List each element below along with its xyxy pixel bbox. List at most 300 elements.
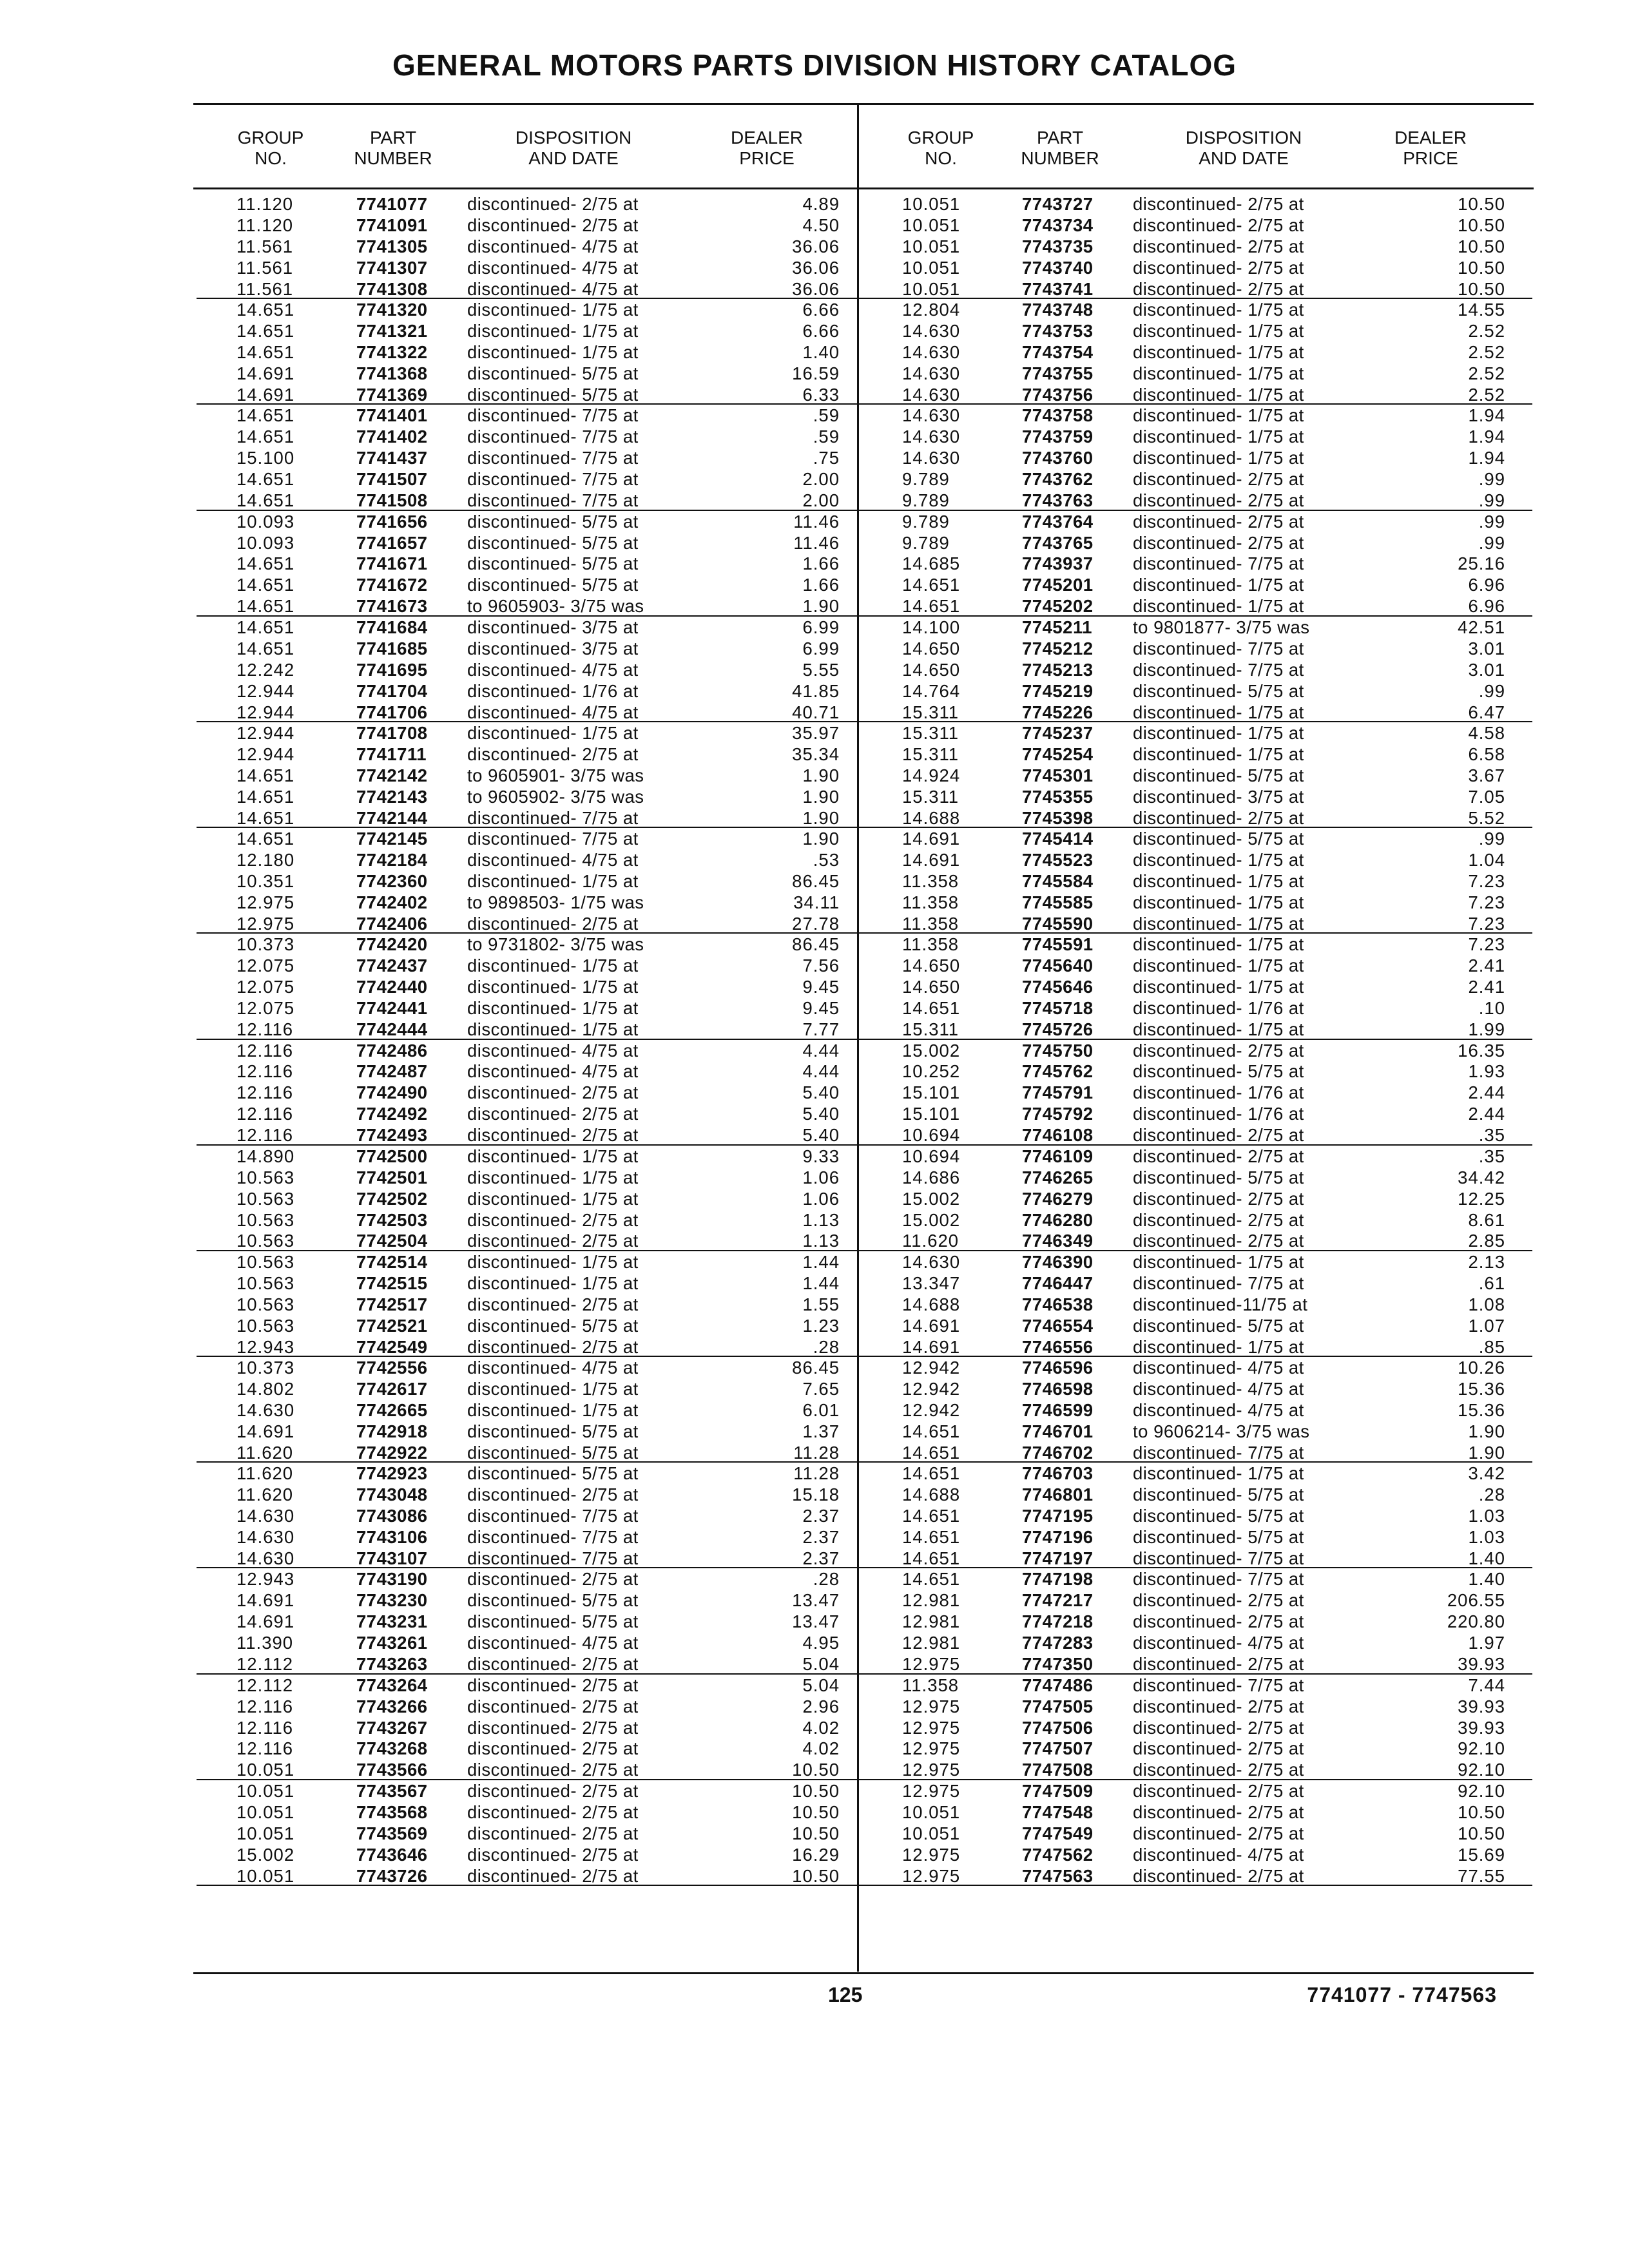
group-number: 10.563 [236,1273,295,1293]
table-row [862,1505,1532,1526]
part-number: 7745646 [1022,977,1094,997]
part-number: 7743764 [1022,511,1094,532]
disposition: discontinued- 2/75 at [467,1569,639,1590]
disposition: discontinued- 2/75 at [467,1844,639,1865]
group-number: 14.651 [902,998,961,1019]
dealer-price: 10.50 [1458,278,1505,299]
dealer-price: 6.01 [802,1399,840,1420]
table-row [197,1738,867,1759]
group-number: 12.943 [236,1336,295,1357]
disposition: discontinued- 1/75 at [467,722,639,743]
disposition: discontinued- 2/75 at [1133,1146,1304,1166]
table-row [197,405,867,426]
group-number: 12.975 [902,1738,961,1759]
table-row [197,1568,867,1590]
disposition: discontinued- 4/75 at [467,1061,639,1082]
table-row [197,215,867,236]
disposition: discontinued- 2/75 at [467,744,639,764]
dealer-price: 1.44 [802,1273,840,1293]
disposition: discontinued- 5/75 at [1133,1061,1304,1082]
part-number: 7743727 [1022,194,1094,214]
part-number: 7745398 [1022,807,1094,828]
disposition: discontinued- 5/75 at [467,553,639,574]
table-row [197,1019,867,1039]
table-row [862,1294,1532,1315]
group-number: 11.120 [236,215,294,235]
disposition: discontinued- 2/75 at [467,1485,639,1505]
table-row [862,363,1532,384]
group-number: 11.561 [236,236,294,256]
part-number: 7743266 [356,1696,428,1716]
header-group-right: GROUP NO. [907,128,974,168]
dealer-price: 5.04 [802,1675,840,1695]
part-number: 7747218 [1022,1611,1094,1632]
disposition: discontinued- 2/75 at [467,1209,639,1230]
table-row [197,1844,867,1865]
group-number: 11.620 [902,1231,959,1251]
dealer-price: 1.90 [802,765,840,785]
disposition: discontinued- 7/75 at [467,1527,639,1548]
part-number: 7742144 [356,807,428,828]
dealer-price: 7.56 [802,956,840,976]
table-row [862,1209,1532,1231]
table-row [197,595,867,616]
dealer-price: 10.50 [792,1865,840,1886]
part-number: 7742918 [356,1421,428,1441]
part-number: 7743726 [356,1865,428,1886]
disposition: discontinued- 2/75 at [1133,1654,1304,1675]
group-number: 10.051 [902,257,961,278]
table-row [862,1421,1532,1442]
table-row [197,638,867,659]
group-number: 12.075 [236,977,295,997]
group-number: 14.688 [902,807,961,828]
part-number: 7742441 [356,998,428,1019]
table-row [862,828,1532,849]
group-number: 14.630 [236,1399,295,1420]
part-number: 7745762 [1022,1061,1094,1082]
disposition: discontinued- 1/75 at [1133,405,1304,426]
part-number: 7743566 [356,1760,428,1780]
group-number: 10.051 [902,194,961,214]
group-number: 10.563 [236,1231,295,1251]
table-row [862,341,1532,363]
disposition: discontinued- 2/75 at [467,1760,639,1780]
dealer-price: 15.36 [1458,1379,1505,1399]
group-number: 10.563 [236,1294,295,1314]
dealer-price: 1.08 [1468,1294,1505,1314]
group-number: 14.651 [902,596,961,617]
part-number: 7745750 [1022,1040,1094,1061]
group-number: 12.116 [236,1104,294,1124]
dealer-price: 1.55 [802,1294,840,1314]
dealer-price: 42.51 [1458,617,1505,637]
group-number: 12.975 [902,1717,961,1738]
group-number: 11.561 [236,257,294,278]
disposition: discontinued- 2/75 at [1133,215,1304,235]
dealer-price: 6.66 [802,300,840,320]
part-number: 7741077 [356,194,428,214]
part-number: 7741708 [356,722,428,743]
table-row [862,1611,1532,1632]
disposition: discontinued- 2/75 at [1133,1209,1304,1230]
dealer-price: 34.42 [1458,1167,1505,1187]
part-number: 7746538 [1022,1294,1094,1314]
group-number: 14.651 [236,469,295,490]
table-row [197,702,867,722]
disposition: discontinued- 1/75 at [1133,575,1304,595]
disposition: discontinued- 2/75 at [467,1823,639,1843]
part-number: 7745237 [1022,722,1094,743]
group-number: 10.563 [236,1167,295,1187]
dealer-price: 36.06 [792,278,840,299]
group-number: 10.252 [902,1061,961,1082]
table-row [862,1463,1532,1484]
dealer-price: 1.94 [1468,448,1505,468]
table-row [197,849,867,870]
part-number: 7746701 [1022,1421,1094,1441]
part-number: 7743107 [356,1548,428,1568]
disposition: discontinued- 2/75 at [467,1675,639,1695]
table-row [862,574,1532,595]
dealer-price: 1.99 [1468,1019,1505,1040]
dealer-price: 1.94 [1468,405,1505,426]
disposition: discontinued- 1/75 at [1133,702,1304,722]
disposition: discontinued- 1/75 at [1133,722,1304,743]
group-number: 14.691 [236,1421,295,1441]
table-row [197,807,867,828]
dealer-price: 11.46 [793,511,840,532]
dealer-price: 4.58 [1468,722,1505,743]
disposition: discontinued- 4/75 at [1133,1633,1304,1653]
table-row [197,1823,867,1844]
table-row [197,1802,867,1823]
table-row [197,1548,867,1568]
disposition: discontinued- 7/75 at [467,448,639,468]
part-number: 7747195 [1022,1506,1094,1526]
disposition: discontinued- 7/75 at [467,469,639,490]
table-row [862,490,1532,510]
table-row [197,320,867,341]
part-number: 7745201 [1022,575,1094,595]
disposition: discontinued- 4/75 at [467,257,639,278]
table-row [862,1717,1532,1738]
part-number: 7745591 [1022,934,1094,955]
dealer-price: 6.33 [802,384,840,405]
group-number: 12.944 [236,722,295,743]
disposition: discontinued- 1/75 at [1133,977,1304,997]
table-row [862,236,1532,257]
group-number: 14.691 [902,1315,961,1336]
group-number: 11.390 [236,1633,294,1653]
part-number: 7742420 [356,934,428,955]
disposition: discontinued- 1/75 at [1133,321,1304,341]
dealer-price: 34.11 [793,892,840,912]
dealer-price: 16.29 [792,1844,840,1865]
group-number: 15.002 [902,1188,961,1209]
dealer-price: 25.16 [1458,553,1505,574]
disposition: discontinued- 1/75 at [1133,300,1304,320]
table-row [862,278,1532,299]
disposition: discontinued- 1/76 at [1133,1082,1304,1103]
disposition: discontinued- 4/75 at [467,1358,639,1378]
disposition: discontinued- 4/75 at [1133,1379,1304,1399]
disposition: discontinued- 5/75 at [1133,1527,1304,1548]
part-number: 7747548 [1022,1802,1094,1822]
table-row [862,1230,1532,1251]
disposition: discontinued- 1/75 at [1133,1251,1304,1272]
dealer-price: .61 [1478,1273,1505,1293]
part-number: 7746801 [1022,1485,1094,1505]
dealer-price: 6.99 [802,638,840,658]
table-row [197,1653,867,1674]
table-row [862,1442,1532,1463]
disposition: discontinued- 2/75 at [467,1738,639,1759]
group-number: 14.802 [236,1379,295,1399]
group-number: 14.630 [236,1506,295,1526]
disposition: discontinued- 5/75 at [1133,765,1304,785]
group-number: 10.093 [236,532,295,553]
table-row [197,1759,867,1780]
part-number: 7742556 [356,1358,428,1378]
right-parts-table [862,193,1532,1886]
part-number: 7743760 [1022,448,1094,468]
group-number: 14.651 [902,1506,961,1526]
dealer-price: 77.55 [1458,1865,1505,1886]
dealer-price: 11.46 [793,532,840,553]
table-row [862,1823,1532,1844]
table-row [197,1103,867,1124]
dealer-price: 3.67 [1468,765,1505,785]
table-row [197,341,867,363]
part-number: 7746596 [1022,1358,1094,1378]
dealer-price: 4.89 [802,194,840,214]
part-number: 7743268 [356,1738,428,1759]
part-number: 7745590 [1022,913,1094,934]
disposition: discontinued- 7/75 at [1133,1548,1304,1568]
table-row [862,1019,1532,1039]
disposition: discontinued- 2/75 at [1133,1125,1304,1146]
dealer-price: 9.45 [802,977,840,997]
disposition: discontinued- 1/75 at [467,1167,639,1187]
part-number: 7745414 [1022,829,1094,849]
group-number: 12.075 [236,956,295,976]
table-row [862,786,1532,807]
dealer-price: 39.93 [1458,1696,1505,1716]
disposition: discontinued- 1/75 at [467,1188,639,1209]
disposition: discontinued- 2/75 at [467,1336,639,1357]
part-number: 7745640 [1022,956,1094,976]
part-number: 7747563 [1022,1865,1094,1886]
part-number: 7747507 [1022,1738,1094,1759]
group-number: 15.002 [902,1209,961,1230]
table-row [197,468,867,490]
part-number: 7741684 [356,617,428,637]
table-row [862,1040,1532,1061]
disposition: discontinued- 2/75 at [1133,1717,1304,1738]
table-row [197,1040,867,1061]
dealer-price: 10.50 [792,1760,840,1780]
disposition: discontinued- 7/75 at [467,807,639,828]
disposition: discontinued- 4/75 at [1133,1844,1304,1865]
group-number: 14.651 [236,786,295,807]
group-number: 14.651 [236,596,295,617]
group-number: 12.116 [236,1717,294,1738]
table-row [197,1421,867,1442]
table-row [197,1061,867,1082]
group-number: 14.651 [236,807,295,828]
disposition: discontinued- 7/75 at [1133,659,1304,680]
group-number: 10.563 [236,1209,295,1230]
dealer-price: 9.33 [802,1146,840,1166]
dealer-price: 1.13 [802,1209,840,1230]
dealer-price: 2.52 [1468,384,1505,405]
disposition: discontinued- 1/75 at [1133,1463,1304,1484]
group-number: 14.691 [902,1336,961,1357]
table-row [862,405,1532,426]
group-number: 11.358 [902,1675,959,1695]
disposition: discontinued- 1/75 at [467,300,639,320]
table-row [862,659,1532,680]
part-number: 7741695 [356,659,428,680]
group-number: 12.975 [902,1654,961,1675]
dealer-price: 1.66 [802,575,840,595]
table-row [197,765,867,786]
table-row [862,1336,1532,1357]
header-rule [193,187,1534,189]
table-row [197,553,867,574]
table-row [862,1484,1532,1505]
part-number: 7741437 [356,448,428,468]
table-row [862,638,1532,659]
part-number: 7742142 [356,765,428,785]
dealer-price: 4.50 [802,215,840,235]
disposition: discontinued- 2/75 at [1133,1188,1304,1209]
part-number: 7742549 [356,1336,428,1357]
left-parts-table [197,193,867,1886]
group-number: 15.311 [902,702,959,722]
table-row [197,574,867,595]
group-number: 10.051 [236,1760,295,1780]
group-number: 12.242 [236,659,295,680]
part-number: 7743263 [356,1654,428,1675]
disposition: discontinued- 2/75 at [1133,1611,1304,1632]
group-number: 12.116 [236,1125,294,1146]
table-row [197,828,867,849]
disposition: discontinued- 2/75 at [1133,1802,1304,1822]
part-number: 7746349 [1022,1231,1094,1251]
table-row [197,1505,867,1526]
dealer-price: 10.26 [1458,1358,1505,1378]
group-number: 12.116 [236,1061,294,1082]
table-row [197,1124,867,1145]
part-number: 7741656 [356,511,428,532]
dealer-price: 36.06 [792,257,840,278]
part-number: 7747198 [1022,1569,1094,1590]
disposition: discontinued- 3/75 at [467,638,639,658]
group-number: 14.650 [902,956,961,976]
table-row [862,299,1532,320]
group-number: 14.630 [902,321,961,341]
disposition: discontinued- 2/75 at [1133,257,1304,278]
part-number: 7742440 [356,977,428,997]
part-number: 7746109 [1022,1146,1094,1166]
group-number: 12.944 [236,680,295,701]
table-row [197,1399,867,1421]
disposition: discontinued- 7/75 at [467,490,639,511]
group-number: 10.051 [902,278,961,299]
disposition: discontinued- 5/75 at [467,1315,639,1336]
disposition: to 9606214- 3/75 was [1133,1421,1310,1441]
part-number: 7745584 [1022,871,1094,891]
dealer-price: 7.44 [1468,1675,1505,1695]
table-row [197,1315,867,1336]
disposition: discontinued- 4/75 at [467,702,639,722]
group-number: 14.651 [236,829,295,849]
disposition: discontinued- 7/75 at [467,829,639,849]
dealer-price: 10.50 [792,1823,840,1843]
disposition: discontinued- 2/75 at [1133,1738,1304,1759]
group-number: 11.358 [902,934,959,955]
dealer-price: 1.94 [1468,427,1505,447]
dealer-price: .28 [813,1569,840,1590]
disposition: discontinued- 4/75 at [467,659,639,680]
header-price-left: DEALER PRICE [730,128,804,168]
group-number: 14.691 [236,1611,295,1632]
dealer-price: 7.23 [1468,892,1505,912]
table-row [197,1675,867,1696]
group-number: 12.116 [236,1738,294,1759]
part-number: 7741672 [356,575,428,595]
group-number: 11.120 [236,194,294,214]
part-number: 7743758 [1022,405,1094,426]
part-number: 7745355 [1022,786,1094,807]
part-number: 7747505 [1022,1696,1094,1716]
dealer-price: 1.37 [802,1421,840,1441]
dealer-price: 2.96 [802,1696,840,1716]
dealer-price: 2.41 [1468,956,1505,976]
group-number: 14.651 [236,300,295,320]
dealer-price: 1.06 [802,1167,840,1187]
group-number: 14.651 [902,1421,961,1441]
group-number: 12.975 [902,1865,961,1886]
disposition: discontinued- 2/75 at [467,194,639,214]
dealer-price: .99 [1478,829,1505,849]
group-number: 10.563 [236,1315,295,1336]
part-number: 7741308 [356,278,428,299]
dealer-price: 5.04 [802,1654,840,1675]
table-row [862,1251,1532,1273]
table-row [862,193,1532,215]
disposition: discontinued- 4/75 at [1133,1358,1304,1378]
part-number: 7741508 [356,490,428,511]
dealer-price: 86.45 [792,871,840,891]
table-row [197,1717,867,1738]
disposition: discontinued- 2/75 at [1133,1040,1304,1061]
dealer-price: 7.23 [1468,871,1505,891]
header-price-right: DEALER PRICE [1394,128,1467,168]
table-row [862,870,1532,892]
table-row [862,1188,1532,1209]
group-number: 10.051 [236,1802,295,1822]
dealer-price: 86.45 [792,1358,840,1378]
part-number: 7742515 [356,1273,428,1293]
part-number: 7742923 [356,1463,428,1484]
table-row [197,511,867,532]
table-row [197,1696,867,1717]
disposition: discontinued- 2/75 at [1133,1696,1304,1716]
disposition: discontinued- 7/75 at [1133,638,1304,658]
